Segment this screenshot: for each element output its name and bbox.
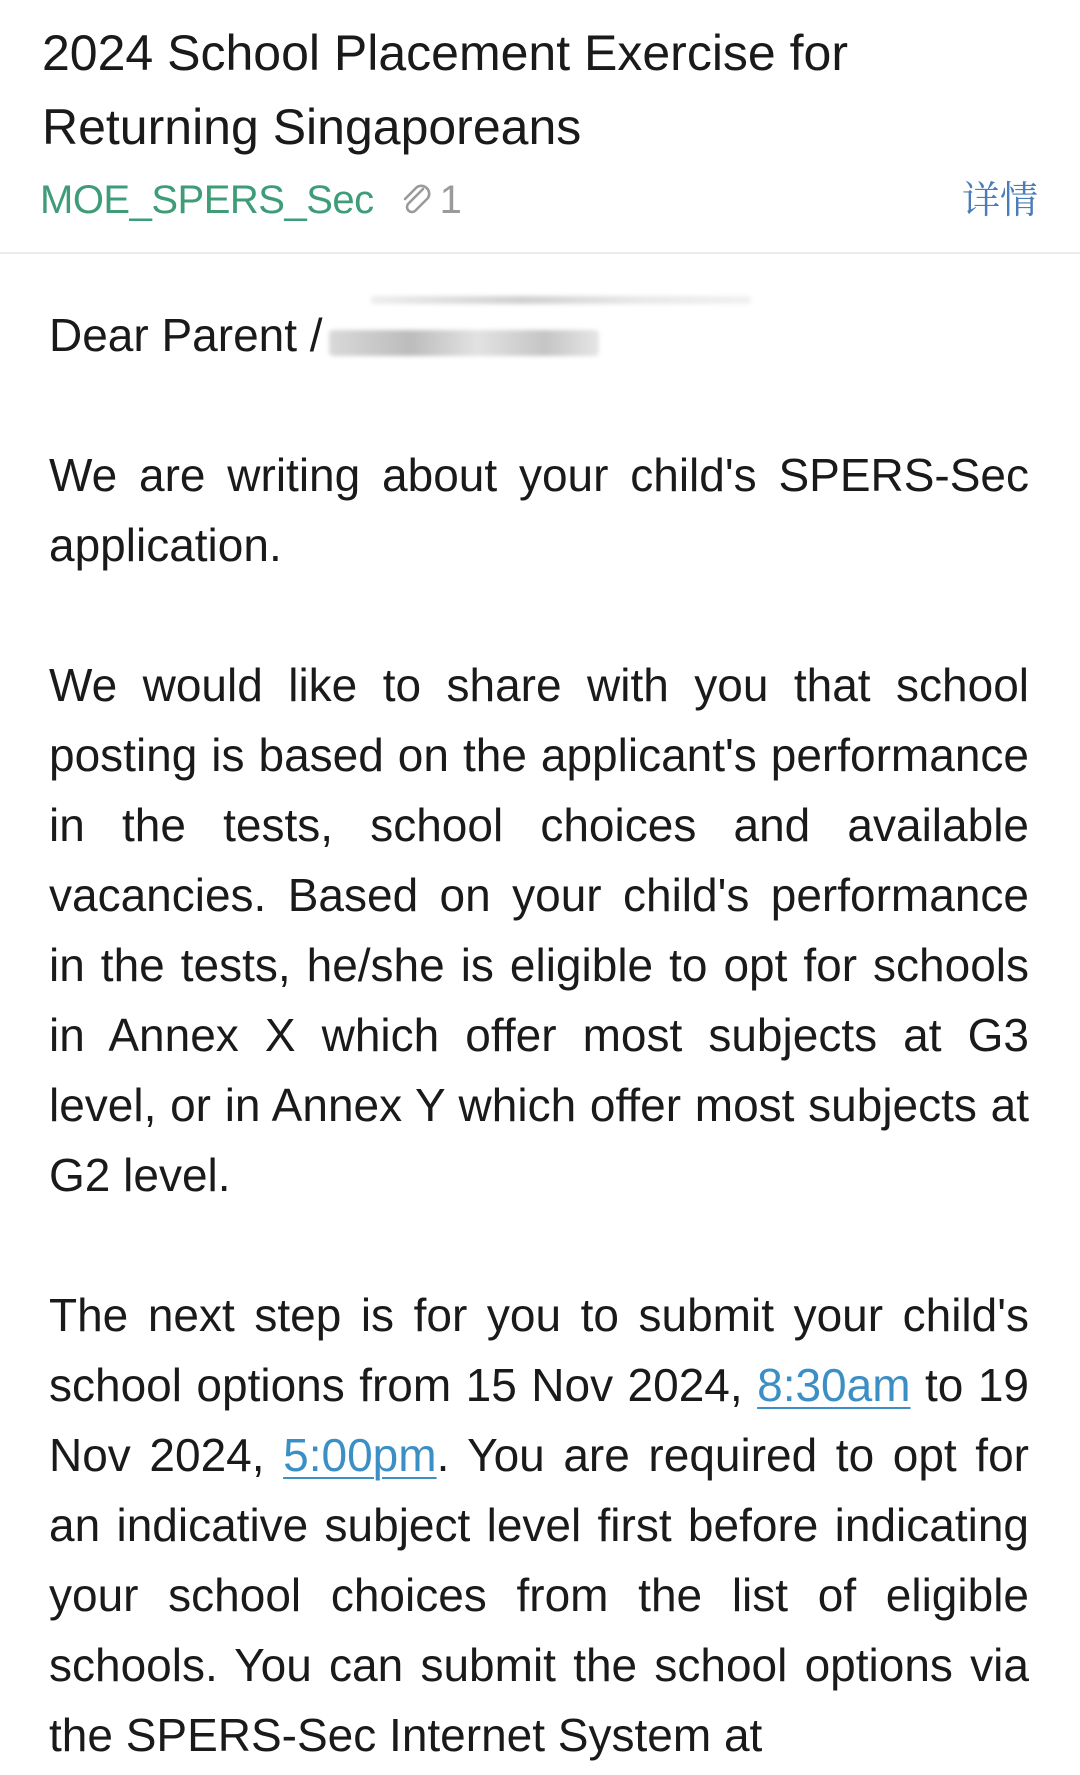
redacted-mark [371, 296, 751, 304]
next-step-text-3: . You are required to opt for an indicative subject level first before indicating your school choices from the list of eligible schools. You can submit the school options via the SPERS-Sec Internet System at [49, 1429, 1029, 1761]
email-meta-row [40, 172, 462, 228]
next-step-text-2: to 19 Nov 2024, [49, 1359, 1029, 1481]
greeting [49, 300, 1029, 370]
paragraph-eligibility: We would like to share with you that school posting is based on the applicant's performance in the tests, school choices and available vacancies. Based on your child's performance in the tests, he/she is eligible to opt for schools in Annex X which offer most subjects at G3 level, or in Annex Y which offer most subjects at G2 level. [49, 659, 1029, 1201]
email-subject: 2024 School Placement Exercise for Returning Singaporeans [42, 25, 848, 155]
paperclip-icon [396, 180, 436, 220]
next-step-text-1: The next step is for you to submit your child's school options from 15 Nov 2024, [49, 1289, 1029, 1411]
time-link-start[interactable]: 8:30am [757, 1359, 911, 1411]
email-body [49, 300, 1029, 1770]
sender-name[interactable]: MOE_SPERS_Sec [40, 177, 374, 222]
redacted-name [329, 330, 599, 356]
greeting-text: Dear Parent / [49, 309, 323, 361]
email-header [0, 0, 1080, 254]
details-link[interactable]: 详情 [961, 178, 1038, 222]
paragraph-application: We are writing about your child's SPERS-Sec application. [49, 449, 1029, 571]
paragraph-next-step [49, 1280, 1029, 1770]
attachment-count: 1 [439, 177, 462, 222]
attachment-indicator[interactable] [396, 178, 462, 223]
time-link-end[interactable]: 5:00pm [283, 1429, 437, 1481]
